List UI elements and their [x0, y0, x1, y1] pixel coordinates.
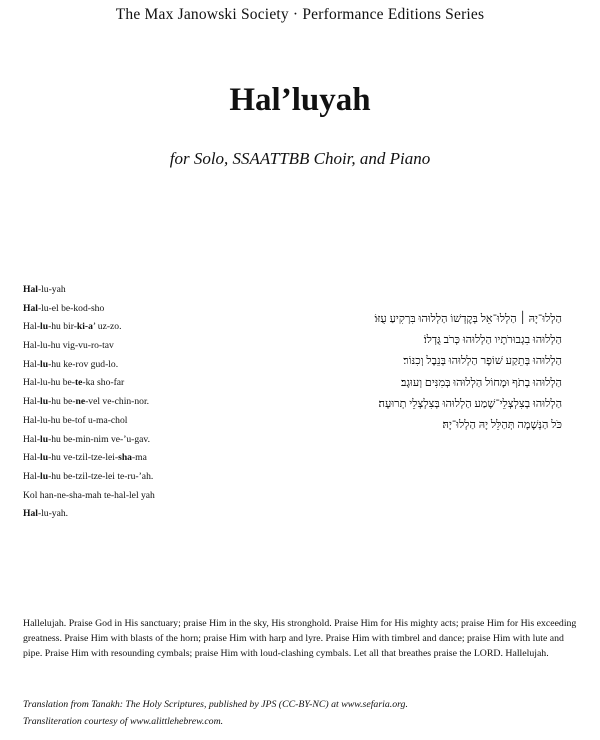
syllable-text: -hu ve-tzil-tze-lei- — [48, 452, 119, 464]
transliteration-line — [23, 412, 263, 431]
syllable-text: -hu bir- — [48, 321, 77, 333]
syllable-text: Kol han-ne-sha-mah te-hal-lel yah — [23, 489, 155, 501]
hebrew-verse-line: הַלְלוּהוּ בְּתֵקַע שׁוֹפָר הַלְלוּהוּ בְּנֵבֶל וְכִנּוֹר׃ — [403, 355, 562, 368]
transliteration-line — [23, 281, 263, 300]
transliteration-line — [23, 374, 263, 393]
syllable-text: Hal- — [23, 452, 41, 464]
translation-credit: Translation from Tanakh: The Holy Scriptures, published by JPS (CC-BY-NC) at www.sefaria.org. — [23, 699, 408, 710]
hebrew-verse-line: הַלְלוּהוּ בְצִלְצְלֵי־שָׁמַע הַלְלוּהוּ בְּצִלְצְלֵי תְרוּעָה׃ — [378, 397, 562, 410]
syllable-text: -lu-yah. — [37, 508, 69, 520]
credits-block — [23, 697, 583, 730]
stressed-syllable: lu — [40, 452, 49, 464]
transliteration-line — [23, 449, 263, 468]
hebrew-text-column — [256, 309, 562, 436]
stressed-syllable: lu — [40, 433, 49, 445]
syllable-text: Hal- — [23, 321, 41, 333]
english-translation: Hallelujah. Praise God in His sanctuary; praise Him in the sky, His stronghold. Praise Him for His mighty acts; praise Him for His exceeding greatness. Praise Him with blasts of the horn; praise Him with harp and lyre. Praise Him with timbrel and dance; praise Him with lute and pipe. Praise Him with resounding cymbals; praise Him with loud-clashing cymbals. Let all that breathes praise the LORD. Hallelujah. — [23, 618, 577, 660]
syllable-text: Hal-lu-hu be-tof u-ma-chol — [23, 414, 128, 426]
stressed-syllable: sha — [118, 452, 132, 464]
syllable-text: -hu ke-rov gud-lo. — [48, 358, 119, 370]
syllable-text: Hal-lu-hu vig-vu-ro-tav — [23, 340, 114, 352]
syllable-text: -hu be-tzil-tze-lei te-ru-’ah. — [48, 470, 154, 482]
transliteration-line — [23, 431, 263, 450]
series-header: The Max Janowski Society · Performance Editions Series — [115, 6, 485, 23]
transliteration-line — [23, 487, 263, 506]
syllable-text: -lu-el be-kod-sho — [37, 302, 105, 314]
hebrew-verse-line: הַלְלוּ־יָהּ ׀ הַלְלוּ־אֵל בְּקׇדְשׁוֹ הַלְלוּהוּ בִּרְקִיעַ עֻזּוֹ׃ — [374, 313, 562, 325]
stressed-syllable: lu — [40, 470, 49, 482]
page-subtitle: for Solo, SSAATTBB Choir, and Piano — [169, 149, 431, 168]
transliteration-credit: Transliteration courtesy of www.alittlehebrew.com. — [23, 715, 224, 727]
syllable-text: ’ uz-zo. — [92, 321, 122, 333]
stressed-syllable: Hal — [23, 508, 38, 520]
transliteration-line — [23, 356, 263, 375]
stressed-syllable: ki-a — [76, 321, 93, 333]
syllable-text: -lu-yah — [37, 284, 66, 295]
syllable-text: Hal- — [23, 396, 41, 408]
stressed-syllable: lu — [40, 358, 49, 370]
stressed-syllable: Hal — [23, 284, 38, 295]
hebrew-verse-line: כֹּל הַנְּשָׁמָה תְּהַלֵּל יָהּ הַלְלוּ־יָהּ׃ — [442, 418, 562, 431]
stressed-syllable: te — [74, 377, 83, 389]
transliteration-line — [23, 468, 263, 487]
syllable-text: Hal- — [23, 433, 41, 445]
syllable-text: Hal- — [23, 358, 41, 370]
stressed-syllable: lu — [40, 321, 49, 333]
transliteration-column — [23, 281, 263, 524]
stressed-syllable: ne — [75, 396, 86, 408]
stressed-syllable: Hal — [23, 302, 38, 314]
hebrew-verse-line: הַלְלוּהוּ בְתֹף וּמָחוֹל הַלְלוּהוּ בְּמִנִּים וְעוּגָב׃ — [400, 376, 562, 389]
syllable-text: -vel ve-chin-nor. — [85, 396, 150, 408]
page-title: Hal’luyah — [229, 82, 371, 118]
syllable-text: -ma — [131, 452, 147, 464]
stressed-syllable: lu — [40, 396, 49, 408]
syllable-text: Hal-lu-hu be- — [23, 377, 75, 389]
hebrew-verse-line: הַלְלוּהוּ בִגְבוּרֹתָיו הַלְלוּהוּ כְּרֹב גֻּדְלוֹ׃ — [423, 334, 562, 347]
syllable-text: -ka sho-far — [82, 377, 125, 389]
syllable-text: Hal- — [23, 470, 41, 482]
transliteration-line — [23, 337, 263, 356]
transliteration-line — [23, 300, 263, 319]
transliteration-line — [23, 318, 263, 337]
transliteration-line — [23, 393, 263, 412]
syllable-text: -hu be-min-nim ve-’u-gav. — [48, 433, 151, 445]
transliteration-line — [23, 505, 263, 524]
syllable-text: -hu be- — [48, 396, 76, 408]
